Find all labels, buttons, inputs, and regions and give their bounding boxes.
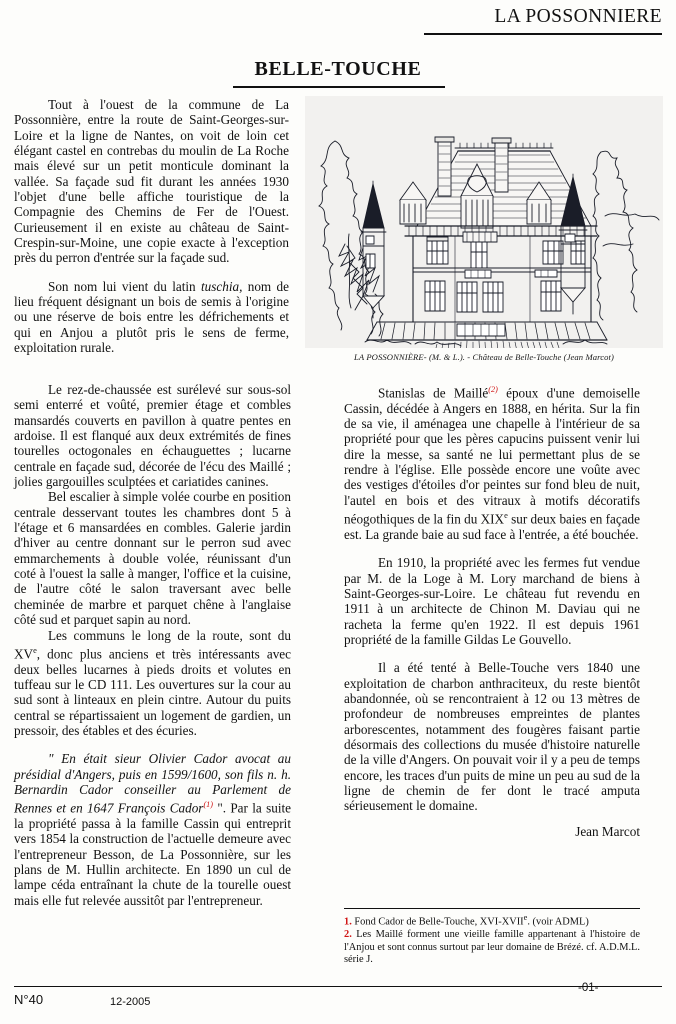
century-superscript: e <box>504 511 508 521</box>
paragraph-gap-right-2 <box>344 647 640 660</box>
latin-term-tuschia: tuschia, <box>200 278 243 294</box>
footnote-1-text-b: . (voir ADML) <box>527 916 589 928</box>
paragraph-gap <box>14 266 289 279</box>
paragraph-left-1: Le rez-de-chaussée est surélevé sur sous-sol semi enterré et voûté, premier étage et combles mansardés couverts en pavillon à quatre pentes en ardoise. Il est flanqué aux deux extrémités de fines tourelles octogonales en échauguettes ; lucarne centrale en façade sud, décorée de l'écu des Maillé ; jolies gargouilles sculptées et cariatides canines. <box>14 382 291 490</box>
chateau-ink-drawing-svg <box>305 96 663 348</box>
ordinal-superscript: e <box>33 645 37 655</box>
paragraph-intro-2 <box>14 279 289 356</box>
footnote-1-number: 1. <box>344 916 352 928</box>
paragraph-right-3: Il a été tenté à Belle-Touche vers 1840 une exploitation de charbon anthraciteux, du reste bientôt abandonnée, où se rencontraient à 12 ou 13 mètres de profondeur de nombreuses empreintes de plantes arborescentes, notamment des fougères faisant partie désormais des collections du musée d'histoire naturelle de la ville d'Angers. On pouvait voir il y a peu de temps encore, les traces d'un puits de mine un peu au sud de la ligne de chemin de fer dont le tracé amputa sérieusement le domaine. <box>344 660 640 814</box>
paragraph-intro-1: Tout à l'ouest de la commune de La Possonnière, entre la route de Saint-Georges-sur-Loire et la ligne de Nantes, on voit de loin cet élégant castel en contrebas du moulin de La Roche mais élevé sur un petit monticule dominant la vallée. Sa façade sud fit durant les années 1930 l'objet d'une belle affiche touristique de la Compagnie des Chemins de Fer de l'Ouest. Curieusement il en existe au château de Saint-Crespin-sur-Moine, une copie exacte à l'exception près du perron d'entrée sur la façade sud. <box>14 97 289 266</box>
footnote-1-text-a: Fond Cador de Belle-Touche, XVI-XVII <box>351 916 524 928</box>
footnotes-block <box>344 908 640 967</box>
paragraph-left-3-b: , donc plus anciens et très intéressants avec deux belles lucarnes à pieds droits et volutes en tuffeau sur le CD 111. Les ouvertures sur la cour au sud sont à linteaux en plein cintre. Autour du puits central se répartissaient un logement de gardien, un pressoir, des étables et des écuries. <box>14 646 291 738</box>
author-signature: Jean Marcot <box>575 823 640 839</box>
paragraph-right-1-c: sur deux baies en façade est. La grande baie au sud face à l'entrée, a été bouchée. <box>344 511 640 542</box>
masthead-title: LA POSSONNIERE <box>494 6 662 27</box>
illustration-caption: LA POSSONNIÈRE- (M. & L.). - Château de Belle-Touche (Jean Marcot) <box>354 352 614 362</box>
quote-after-part: ". Par la suite la propriété passa à la famille Cassin qui entreprit vers 1854 la construction de l'actuelle demeure avec l'entrepreneur Besson, de La Possonnière, sur les plans de M. Hullin architecte. En 1890 un cul de lampe céda entraînant la chute de la tourelle ouest mais elle fut relevée aussitôt par l'entrepreneur. <box>14 800 292 908</box>
body-column-left <box>14 382 291 908</box>
paragraph-left-3-a: Les communs le long de la route, sont du XV <box>14 627 291 662</box>
chateau-illustration <box>305 96 663 348</box>
footer-page-number: -01- <box>578 982 599 994</box>
footer-issue-number: N°40 <box>14 992 44 1007</box>
intro-text-column <box>14 97 289 356</box>
footnote-2 <box>344 929 640 967</box>
paragraph-left-3 <box>14 628 291 739</box>
paragraph-right-1-a: Stanislas de Maillé <box>378 385 489 401</box>
paragraph-right-2: En 1910, la propriété avec les fermes fut vendue par M. de la Loge à M. Lory marchand de biens à Saint-Georges-sur-Loire. Le château fut revendu en 1911 à un architecte de Chinon M. Daviau qui ne racheta la ferme qu'en 1922. Il est depuis 1961 propriété de la famille Gildas Le Gouvello. <box>344 555 640 647</box>
paragraph-left-2: Bel escalier à simple volée courbe en position centrale desservant toutes les chambres dont 5 à l'étage et 6 mansardées en combles. Galerie jardin d'hiver au centre donnant sur le perron sud avec emmarchements à double volée, réunissant d'un coté à l'ouest la salle à manger, l'office et la cuisine, de l'autre côté le salon traversant avec belle cheminée de marbre et parquet chêne à l'anglaise côté sud et parquet sapin au nord. <box>14 489 291 628</box>
masthead <box>0 6 676 28</box>
footnotes-rule <box>344 908 640 909</box>
footnote-1-superscript: e <box>523 913 528 922</box>
article-title-underline <box>233 86 445 88</box>
paragraph-right-1-b: époux d'une demoiselle Cassin, décédée à Angers en 1888, en hérita. Sur la fin de sa vie, il aménagea une chapelle à l'intérieur de sa propriété pour que les pères capucins puissent venir lui dire la messe, sa santé ne lui permettant plus de se rendre à l'église. Elle possède encore une voûte avec des vestiges d'étoiles d'or peintes sur fond bleu de nuit, l'autel en bois et des vitraux à motifs décoratifs néogothiques de la fin du XIX <box>344 385 640 527</box>
article-title: BELLE-TOUCHE <box>254 58 422 80</box>
paragraph-intro-2-pre: Son nom lui vient du latin <box>48 278 201 294</box>
footnote-2-number: 2. <box>344 929 352 941</box>
paragraph-left-quote <box>14 751 291 908</box>
body-column-right <box>344 382 640 840</box>
illustration-block <box>305 96 663 362</box>
footnote-1 <box>344 912 640 929</box>
paragraph-right-1 <box>344 382 640 542</box>
footnote-marker-1[interactable]: (1) <box>203 800 213 810</box>
masthead-rule <box>424 33 662 35</box>
quote-italic-part: " En était sieur Olivier Cador avocat au présidial d'Angers, puis en 1599/1600, son fils n. h. Bernardin Cador conseiller au Parlement de Rennes et en 1647 François Cador <box>14 751 291 816</box>
footer-date: 12-2005 <box>110 996 151 1008</box>
footnote-2-text-a: Les Maillé forment une vieille famille appartenant à l'histoire de l'Anjou et sont connus surtout par leur domaine de Brézé. cf. A.D.M.L. série J. <box>344 929 640 966</box>
paragraph-intro-2-post: nom de lieu fréquent désignant un bois de semis à l'origine ou une réserve de bois entre les défrichements et qui en Anjou a plutôt pris le sens de ferme, exploitation rurale. <box>14 278 289 356</box>
footnote-marker-2[interactable]: (2) <box>488 385 498 394</box>
footer-rule <box>14 986 662 987</box>
paragraph-gap-right-1 <box>344 542 640 555</box>
